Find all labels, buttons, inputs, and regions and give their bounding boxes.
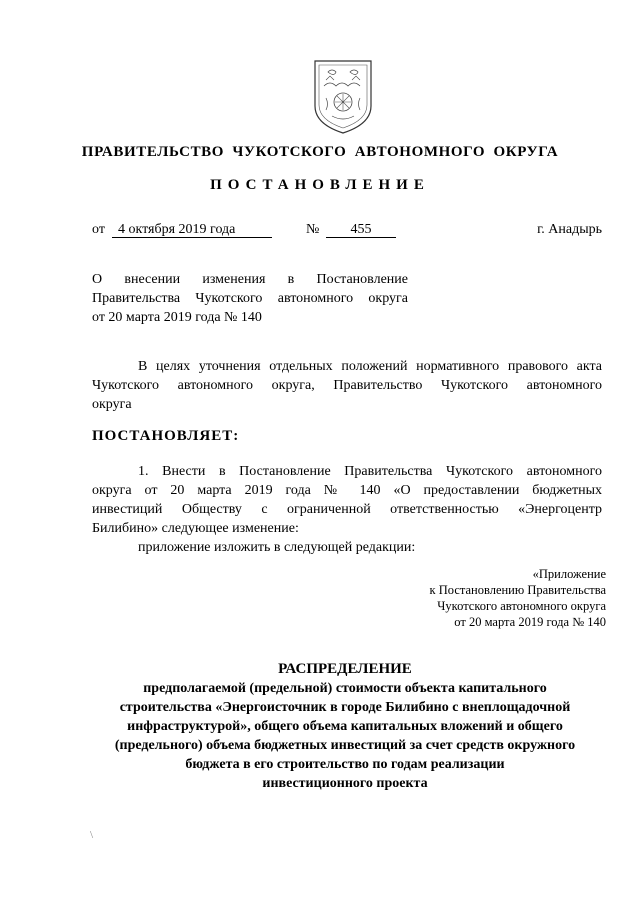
document-type: ПОСТАНОВЛЕНИЕ [210,177,430,193]
margin-mark: \ [90,829,94,841]
appendix-line: к Постановлению Правительства [429,583,606,597]
item-line: округа от 20 марта 2019 года № 140 «О предоставлении бюджетных [92,483,602,498]
document-subject [92,270,408,327]
distribution-line: инфраструктурой», общего объема капитальных вложений и общего [127,719,563,734]
item-line: приложение изложить в следующей редакции: [138,540,416,555]
document-date: 4 октября 2019 года [112,222,272,238]
appendix-line: Чукотского автономного округа [437,599,606,613]
from-label: от [92,222,105,237]
distribution-line: предполагаемой (предельной) стоимости объекта капитального [143,681,547,696]
subject-line: Правительства Чукотского автономного округа [92,291,408,306]
number-label: № [306,222,320,237]
item-line: 1. Внести в Постановление Правительства Чукотского автономного [138,464,602,479]
preamble [92,357,602,414]
appendix-line: «Приложение [532,567,606,581]
item-1 [92,462,602,557]
preamble-line: В целях уточнения отдельных положений нормативного правового акта [138,359,602,374]
distribution-line: инвестиционного проекта [262,776,428,791]
distribution-title [80,660,610,793]
preamble-line: округа [92,397,132,412]
coat-of-arms-emblem [312,58,374,136]
item-line: инвестиций Обществу с ограниченной ответственностью «Энергоцентр [92,502,602,517]
appendix-line: от 20 марта 2019 года № 140 [454,615,606,629]
subject-line: О внесении изменения в Постановление [92,272,408,287]
distribution-line: бюджета в его строительство по годам реализации [185,757,505,772]
subject-line: от 20 марта 2019 года № 140 [92,310,262,325]
document-number: 455 [326,222,396,238]
appendix-reference [380,566,606,630]
item-line: Билибино» следующее изменение: [92,521,299,536]
preamble-line: Чукотского автономного округа, Правительство Чукотского автономного [92,378,602,393]
distribution-line: (предельного) объема бюджетных инвестиций за счет средств окружного [114,738,576,753]
document-city: г. Анадырь [537,222,602,237]
distribution-heading: РАСПРЕДЕЛЕНИЕ [278,661,412,677]
distribution-line: строительства «Энергоисточник в городе Билибино с внеплощадочной [119,700,571,715]
decree-heading: ПОСТАНОВЛЯЕТ: [92,428,240,444]
government-title: ПРАВИТЕЛЬСТВО ЧУКОТСКОГО АВТОНОМНОГО ОКРУГА [81,144,559,160]
